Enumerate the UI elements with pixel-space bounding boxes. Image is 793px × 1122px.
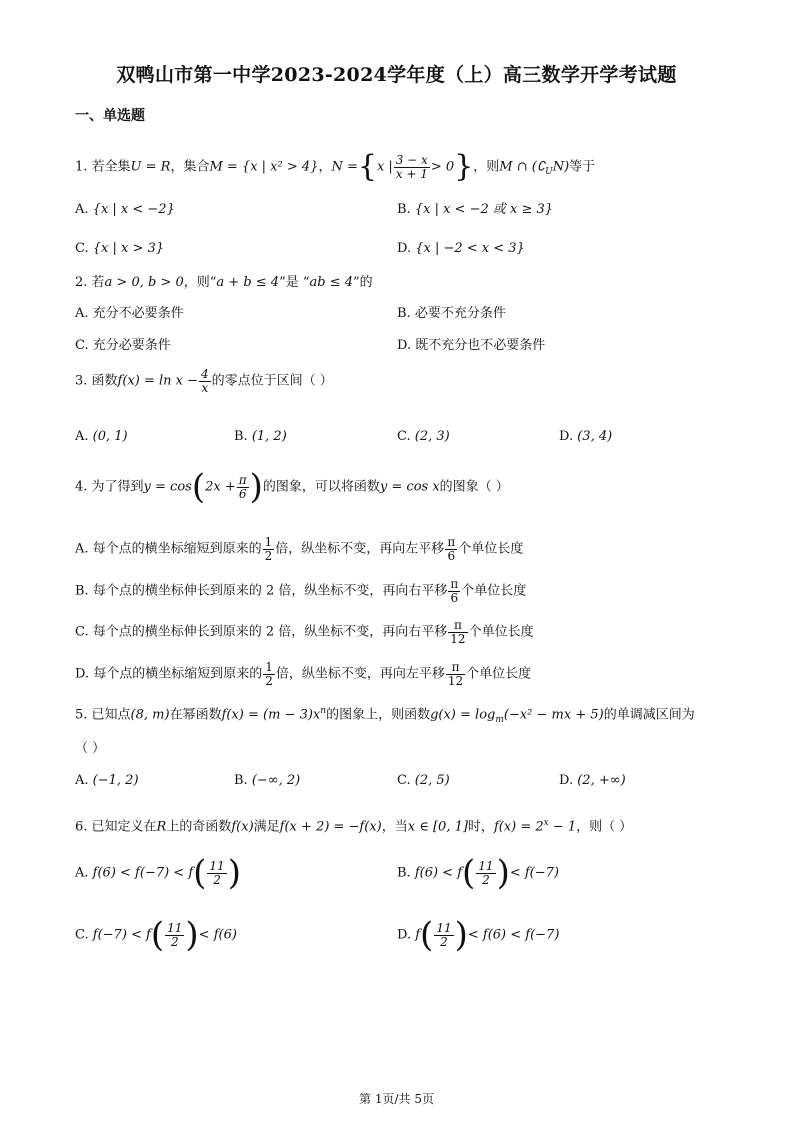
q6-interval: x ∈ [0, 1] [407,819,468,835]
q1-set-m: M = {x | x² > 4} [209,159,319,175]
option-text: A. 每个点的横坐标缩短到原来的 [75,541,262,557]
option-label: A. [75,429,89,444]
q1-set-n-label: N = [331,159,358,175]
q1-text: 1. 若全集 [75,159,131,175]
option-value: (0, 1) [92,429,128,444]
q6-option-d[interactable] [397,915,560,955]
q4-target-function: y = cos [143,479,192,495]
q4-text: 4. 为了得到 [75,479,144,495]
q4-source-function: y = cos x [379,479,440,495]
option-value: {x | x < −2 或 x ≥ 3} [414,202,554,217]
option-label: D. [559,773,574,788]
q1-set-n-fraction [394,154,430,180]
option-value: < f(−7) [509,865,559,881]
option-text: 个单位长度 [461,583,527,599]
q6-option-b[interactable] [397,853,559,893]
q5-option-b[interactable] [234,773,300,789]
section-heading: 一、单选题 [75,108,145,124]
q4-option-b-fraction [448,578,460,604]
q4-option-a[interactable] [75,536,523,562]
q1-set-n-var: x | [376,159,393,175]
q1-option-c[interactable] [75,241,164,257]
q5-text: 的单调减区间为 [603,707,695,723]
option-value: f(6) < f(−7) < f [92,865,194,881]
question-4-stem [75,467,509,507]
q2-proposition-p: a + b ≤ 4 [216,275,280,290]
option-fraction [207,860,226,886]
q6-text: ，当 [381,819,408,835]
q4-text: 的图象，可以将函数 [262,479,380,495]
fraction-denominator: 2 [440,934,448,949]
q4-open-paren: ( [191,467,206,507]
fraction-numerator: π [450,577,459,591]
option-text: D. 每个点的横坐标缩短到原来的 [75,666,263,682]
q5-text: 5. 已知点 [75,707,131,723]
q2-proposition-q: ab ≤ 4 [309,275,354,290]
q4-argument: 2x + [205,479,236,495]
fraction-denominator: 2 [264,548,273,563]
option-label: A. [75,202,89,217]
option-value: f [415,927,421,943]
option-label: C. [397,773,411,788]
q5-log-argument: (−x² − mx + 5) [503,707,604,723]
q2-text: ”的 [353,275,373,290]
fraction-denominator: 2 [265,673,273,688]
q1-expression: M ∩ (∁ [499,159,546,175]
q6-text: 上的奇函数 [166,819,232,835]
question-3-stem [75,368,333,394]
q2-text: ，则“ [183,275,217,290]
fraction-numerator: 11 [478,858,494,873]
option-label: D. [397,927,412,943]
q1-text: ，集合 [170,159,210,175]
option-value: < f(6) < f(−7) [467,927,560,943]
q5-option-a[interactable] [75,773,139,789]
question-1-stem [75,149,596,184]
q1-text: ， [318,159,332,175]
q5-answer-blank: （ ） [75,741,106,756]
fraction-denominator: 2 [170,934,179,949]
q6-exponent: x [543,818,549,828]
q6-text: 时， [467,819,494,835]
q6-option-c[interactable] [75,915,237,955]
option-label: B. [234,429,248,444]
option-fraction [476,860,495,886]
fraction-numerator: 11 [436,920,452,935]
option-value: (2, +∞) [577,773,626,788]
option-value: (1, 2) [251,429,287,444]
option-value: f(−7) < f [92,927,151,943]
option-text: 个单位长度 [466,666,532,682]
q6-text: ，则（ ） [576,819,633,835]
q3-text: 的零点位于区间（ ） [211,373,333,389]
option-text: 倍，纵坐标不变，再向左平移 [275,541,445,557]
option-value: {x | x < −2} [92,202,175,217]
fraction-denominator: 2 [482,872,490,887]
q6-function: f(x) [231,819,254,835]
q1-open-brace: { [357,149,377,184]
option-value: f(6) < f [414,865,463,881]
option-value: (−∞, 2) [251,773,301,788]
q1-complement-subscript: U [545,167,553,178]
q5-log-function: g(x) = log [430,707,496,723]
q4-option-c[interactable] [75,619,534,645]
option-label: A. [75,865,89,881]
close-paren: ) [185,915,199,955]
option-text: C. 每个点的横坐标伸长到原来的 2 倍，纵坐标不变，再向右平移 [75,624,448,640]
q5-option-c[interactable] [397,773,450,789]
fraction-denominator: 6 [447,548,456,563]
q3-option-a[interactable] [75,429,128,445]
option-label: B. [397,202,411,217]
q6-option-a[interactable] [75,853,241,893]
fraction-numerator: π [447,535,456,549]
q1-expression-end: N) [552,159,570,175]
option-label: C. [75,241,89,256]
q2-option-d[interactable]: D. 既不充分也不必要条件 [397,338,546,353]
q5-exponent: n [320,706,327,716]
option-value: (2, 3) [414,429,450,444]
fraction-denominator: 12 [447,673,464,688]
q1-option-b[interactable] [397,202,553,218]
q1-universal-set: U = R [130,159,171,175]
option-value: (3, 4) [577,429,613,444]
q3-fraction [199,368,211,394]
q1-close-brace: } [454,149,474,184]
option-label: B. [397,865,411,881]
q1-fraction-denominator: x + 1 [395,166,428,181]
q4-option-c-fraction [448,619,467,645]
q1-set-n-condition: > 0 [430,159,455,175]
q6-definition: f(x) = 2 [493,819,544,835]
option-fraction [165,922,184,948]
option-label: C. [397,429,411,444]
q5-power-function: f(x) = (m − 3)x [221,707,321,723]
close-paren: ) [454,915,468,955]
option-value: (−1, 2) [92,773,139,788]
q4-option-a-fraction-1 [263,536,275,562]
q3-option-c[interactable] [397,429,450,445]
option-label: D. [397,241,412,256]
q1-text: 等于 [569,159,596,175]
fraction-numerator: 1 [264,535,273,549]
q5-text: 的图象上，则函数 [326,707,431,723]
fraction-numerator: π [446,661,465,675]
option-text: 个单位长度 [458,541,524,557]
q3-option-b[interactable] [234,429,287,445]
option-label: D. [559,429,574,444]
q2-option-c[interactable]: C. 充分必要条件 [75,338,171,353]
fraction-numerator: π [448,619,467,633]
q6-text: 6. 已知定义在 [75,819,157,835]
q1-option-a[interactable] [75,202,175,218]
q1-text: ，则 [473,159,500,175]
q4-text: 的图象（ ） [439,479,509,495]
option-text: B. 每个点的横坐标伸长到原来的 2 倍，纵坐标不变，再向右平移 [75,583,448,599]
q6-definition-end: − 1 [548,819,577,835]
fraction-numerator: 11 [167,920,183,935]
q5-option-d[interactable] [559,773,626,789]
question-5-stem [75,706,695,726]
option-text: 个单位长度 [468,624,534,640]
q6-text: 满足 [253,819,280,835]
q2-condition: a > 0, b > 0 [104,275,184,290]
open-paren: ( [150,915,165,955]
q3-option-d[interactable] [559,429,612,445]
option-label: C. [75,927,89,943]
open-paren: ( [420,915,434,955]
option-text: 倍，纵坐标不变，再向左平移 [275,666,445,682]
q4-fraction [237,474,249,500]
q4-close-paren: ) [249,467,263,507]
q4-option-d[interactable] [75,661,531,687]
close-paren: ) [496,853,510,893]
q2-option-b[interactable]: B. 必要不充分条件 [397,306,506,321]
option-fraction [434,922,453,948]
fraction-denominator: 6 [450,590,459,605]
question-2-stem [75,275,373,291]
page-number: 第 1页/共 5页 [359,1092,434,1106]
page-title: 双鸭山市第一中学2023-2024学年度（上）高三数学开学考试题 [116,64,677,86]
q3-function: f(x) = ln x − [117,373,199,389]
fraction-denominator: 2 [213,872,221,887]
option-value: < f(6) [198,927,237,943]
q1-option-d[interactable] [397,241,525,257]
option-value: {x | −2 < x < 3} [415,241,525,256]
q5-log-base: m [495,714,504,725]
question-6-stem [75,818,632,835]
option-label: B. [234,773,248,788]
q5-point: (8, m) [130,707,170,723]
open-paren: ( [462,853,476,893]
q6-domain-r: R [156,819,167,835]
q4-fraction-numerator: π [238,472,247,487]
option-value: (2, 5) [414,773,450,788]
q4-option-b[interactable] [75,578,526,604]
option-label: A. [75,773,89,788]
q2-text: ”是 “ [279,275,310,290]
q5-text: 在幂函数 [169,707,222,723]
q3-text: 3. 函数 [75,373,118,389]
q4-option-a-fraction-2 [445,536,457,562]
q4-option-d-fraction-1 [263,661,275,687]
q4-option-d-fraction-2 [446,661,465,687]
open-paren: ( [193,853,207,893]
q3-fraction-numerator: 4 [201,367,209,381]
q2-option-a[interactable]: A. 充分不必要条件 [75,306,184,321]
close-paren: ) [227,853,241,893]
q6-relation: f(x + 2) = −f(x) [279,819,382,835]
q1-fraction-numerator: 3 − x [395,152,428,167]
q2-text: 2. 若 [75,275,105,290]
q4-fraction-denominator: 6 [238,486,247,501]
fraction-numerator: 11 [209,858,225,873]
option-value: {x | x > 3} [92,241,165,256]
q3-fraction-denominator: x [201,380,209,395]
fraction-numerator: 1 [265,660,273,674]
fraction-denominator: 12 [450,631,466,646]
